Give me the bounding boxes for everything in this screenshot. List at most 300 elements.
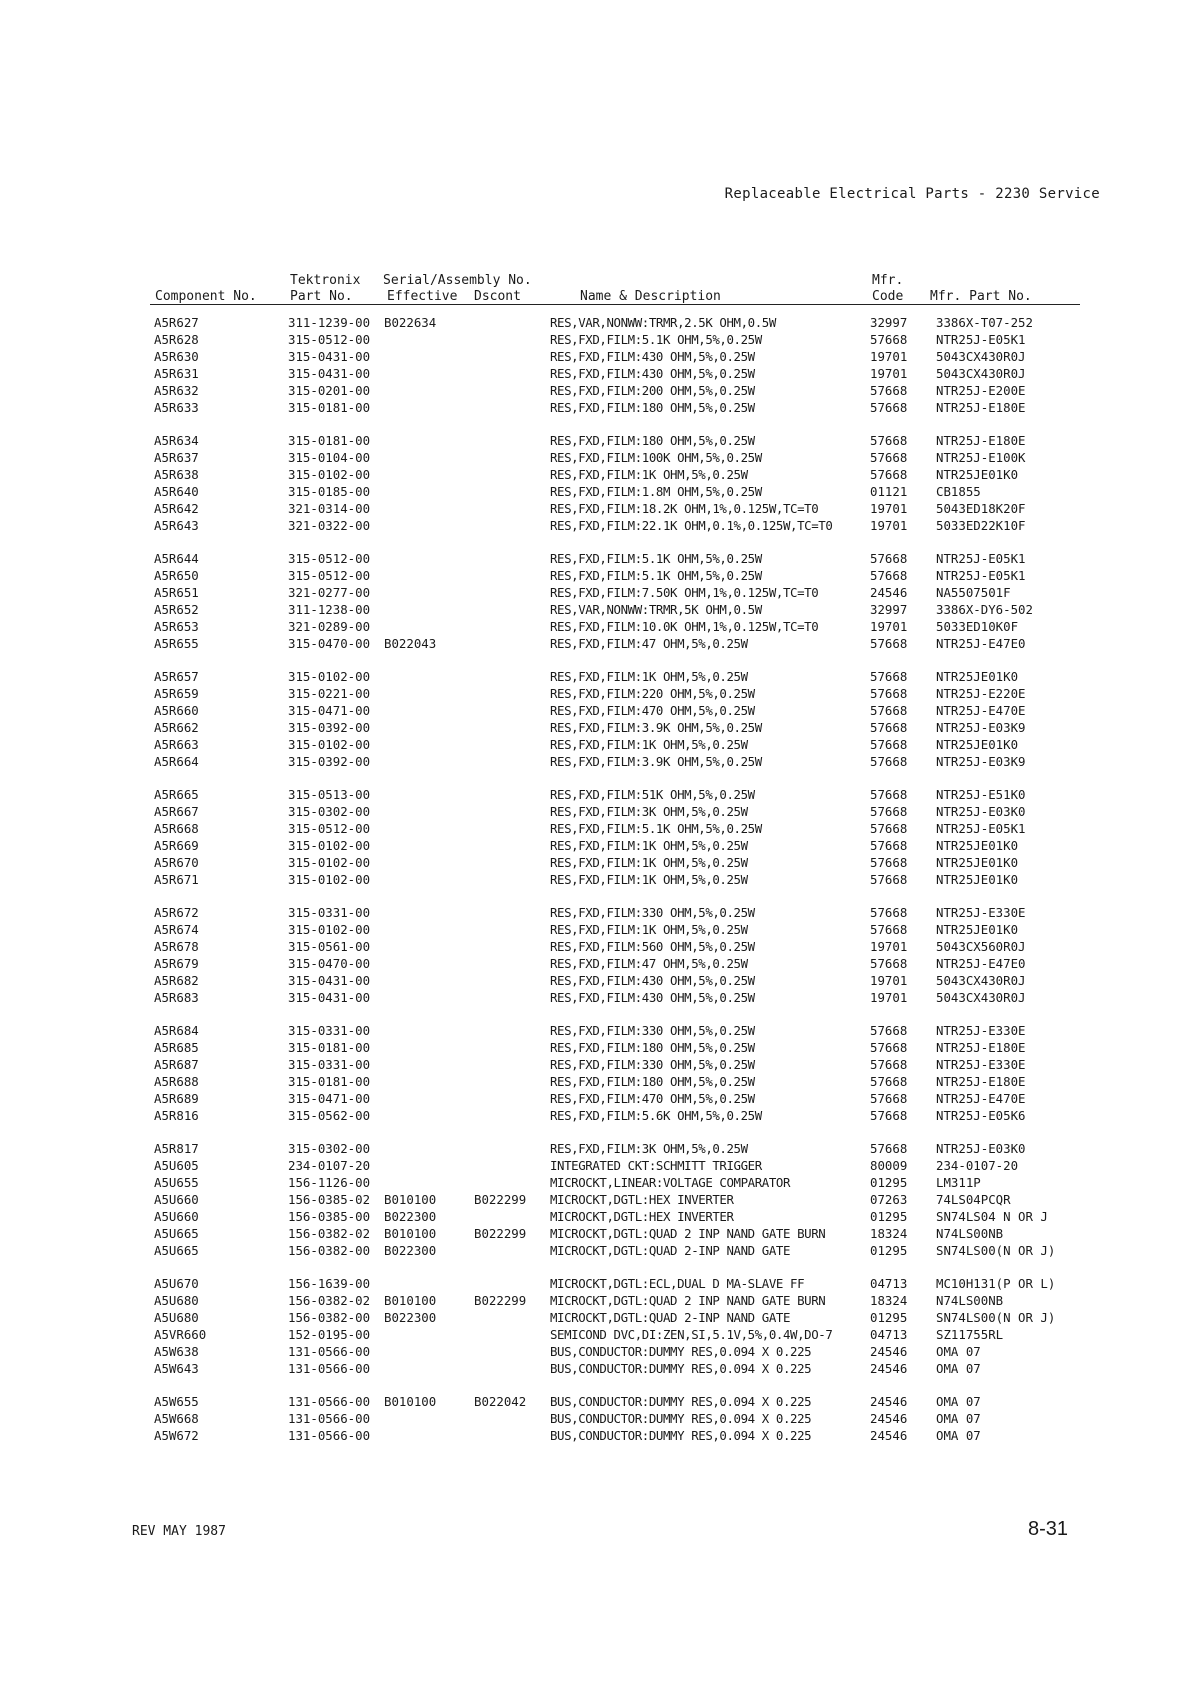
cell-mfr-code: 19701 [870, 501, 908, 516]
table-row [140, 1343, 1100, 1360]
cell-part-number: 315-0102-00 [288, 922, 371, 937]
cell-mfr-part-number: MC10H131(P OR L) [936, 1276, 1056, 1291]
cell-mfr-part-number: NTR25J-E180E [936, 1040, 1026, 1055]
cell-mfr-code: 01295 [870, 1209, 908, 1224]
table-row [140, 1090, 1100, 1107]
cell-mfr-code: 24546 [870, 1411, 908, 1426]
cell-mfr-code: 57668 [870, 433, 908, 448]
cell-component: A5R628 [154, 332, 199, 347]
cell-description: RES,FXD,FILM:10.0K OHM,1%,0.125W,TC=T0 [550, 619, 819, 634]
cell-component: A5U665 [154, 1243, 199, 1258]
cell-mfr-code: 57668 [870, 568, 908, 583]
cell-part-number: 156-0382-00 [288, 1310, 371, 1325]
table-row [140, 685, 1100, 702]
page-number: 8-31 [1028, 1518, 1069, 1540]
cell-component: A5R632 [154, 383, 199, 398]
cell-mfr-code: 57668 [870, 383, 908, 398]
cell-part-number: 156-0385-02 [288, 1192, 371, 1207]
table-row [140, 938, 1100, 955]
cell-description: RES,FXD,FILM:100K OHM,5%,0.25W [550, 450, 762, 465]
table-row [140, 719, 1100, 736]
cell-mfr-code: 57668 [870, 467, 908, 482]
cell-part-number: 131-0566-00 [288, 1344, 371, 1359]
cell-component: A5U680 [154, 1293, 199, 1308]
cell-part-number: 315-0185-00 [288, 484, 371, 499]
cell-description: RES,FXD,FILM:180 OHM,5%,0.25W [550, 400, 755, 415]
table-row [140, 1427, 1100, 1444]
cell-mfr-part-number: NTR25JE01K0 [936, 467, 1019, 482]
cell-component: A5U655 [154, 1175, 199, 1190]
cell-description: RES,FXD,FILM:430 OHM,5%,0.25W [550, 973, 755, 988]
cell-mfr-part-number: OMA 07 [936, 1411, 981, 1426]
cell-mfr-part-number: SN74LS04 N OR J [936, 1209, 1048, 1224]
cell-mfr-part-number: 5043ED18K20F [936, 501, 1026, 516]
revision-date: REV MAY 1987 [132, 1524, 226, 1539]
table-row [140, 736, 1100, 753]
cell-mfr-code: 19701 [870, 349, 908, 364]
table-row [140, 483, 1100, 500]
cell-description: SEMICOND DVC,DI:ZEN,SI,5.1V,5%,0.4W,DO-7 [550, 1327, 833, 1342]
table-row [140, 753, 1100, 770]
cell-mfr-code: 57668 [870, 1023, 908, 1038]
cell-mfr-part-number: 5043CX430R0J [936, 349, 1026, 364]
cell-description: MICROCKT,DGTL:ECL,DUAL D MA-SLAVE FF [550, 1276, 805, 1291]
cell-part-number: 315-0512-00 [288, 551, 371, 566]
cell-component: A5R669 [154, 838, 199, 853]
cell-part-number: 315-0471-00 [288, 703, 371, 718]
header-rule [150, 304, 1080, 305]
cell-mfr-code: 01295 [870, 1243, 908, 1258]
cell-part-number: 131-0566-00 [288, 1428, 371, 1443]
table-row [140, 500, 1100, 517]
cell-part-number: 321-0322-00 [288, 518, 371, 533]
cell-component: A5R653 [154, 619, 199, 634]
cell-description: RES,FXD,FILM:22.1K OHM,0.1%,0.125W,TC=T0 [550, 518, 833, 533]
cell-component: A5R664 [154, 754, 199, 769]
cell-mfr-part-number: OMA 07 [936, 1428, 981, 1443]
col-tektronix: Tektronix [290, 273, 361, 288]
cell-mfr-code: 24546 [870, 1428, 908, 1443]
table-row [140, 314, 1100, 331]
cell-mfr-part-number: 3386X-T07-252 [936, 315, 1033, 330]
cell-mfr-code: 57668 [870, 686, 908, 701]
cell-mfr-code: 57668 [870, 905, 908, 920]
cell-part-number: 315-0102-00 [288, 838, 371, 853]
cell-effective-serial: B010100 [384, 1226, 437, 1241]
cell-part-number: 315-0181-00 [288, 400, 371, 415]
cell-description: RES,FXD,FILM:5.6K OHM,5%,0.25W [550, 1108, 762, 1123]
cell-mfr-part-number: NTR25J-E03K9 [936, 720, 1026, 735]
cell-part-number: 152-0195-00 [288, 1327, 371, 1342]
cell-mfr-code: 57668 [870, 332, 908, 347]
parts-group [140, 1275, 1100, 1377]
cell-dscont-serial: B022042 [474, 1394, 527, 1409]
cell-part-number: 315-0431-00 [288, 990, 371, 1005]
cell-part-number: 156-1126-00 [288, 1175, 371, 1190]
cell-description: RES,FXD,FILM:1K OHM,5%,0.25W [550, 737, 748, 752]
cell-description: RES,FXD,FILM:3K OHM,5%,0.25W [550, 1141, 748, 1156]
cell-description: BUS,CONDUCTOR:DUMMY RES,0.094 X 0.225 [550, 1361, 812, 1376]
cell-component: A5R642 [154, 501, 199, 516]
cell-description: RES,VAR,NONWW:TRMR,2.5K OHM,0.5W [550, 315, 776, 330]
cell-mfr-part-number: NTR25J-E330E [936, 905, 1026, 920]
cell-mfr-part-number: 5043CX430R0J [936, 973, 1026, 988]
cell-component: A5R657 [154, 669, 199, 684]
cell-mfr-code: 57668 [870, 821, 908, 836]
col-code: Code [872, 289, 904, 304]
cell-dscont-serial: B022299 [474, 1226, 527, 1241]
cell-part-number: 321-0277-00 [288, 585, 371, 600]
cell-description: MICROCKT,DGTL:QUAD 2 INP NAND GATE BURN [550, 1226, 826, 1241]
table-row [140, 1242, 1100, 1259]
cell-mfr-part-number: NTR25J-E03K0 [936, 1141, 1026, 1156]
cell-dscont-serial: B022299 [474, 1192, 527, 1207]
cell-part-number: 315-0431-00 [288, 349, 371, 364]
cell-description: RES,FXD,FILM:430 OHM,5%,0.25W [550, 349, 755, 364]
cell-part-number: 315-0331-00 [288, 905, 371, 920]
cell-component: A5R679 [154, 956, 199, 971]
table-row [140, 1140, 1100, 1157]
col-component-no: Component No. [155, 289, 257, 304]
cell-mfr-part-number: LM311P [936, 1175, 981, 1190]
cell-component: A5U680 [154, 1310, 199, 1325]
cell-component: A5R651 [154, 585, 199, 600]
cell-description: RES,FXD,FILM:330 OHM,5%,0.25W [550, 1023, 755, 1038]
cell-part-number: 315-0562-00 [288, 1108, 371, 1123]
cell-mfr-code: 57668 [870, 804, 908, 819]
table-row [140, 1073, 1100, 1090]
table-row [140, 921, 1100, 938]
cell-part-number: 315-0181-00 [288, 1040, 371, 1055]
cell-mfr-part-number: CB1855 [936, 484, 981, 499]
cell-part-number: 311-1239-00 [288, 315, 371, 330]
table-row [140, 904, 1100, 921]
cell-component: A5R672 [154, 905, 199, 920]
table-row [140, 1292, 1100, 1309]
table-row [140, 517, 1100, 534]
cell-description: BUS,CONDUCTOR:DUMMY RES,0.094 X 0.225 [550, 1394, 812, 1409]
cell-description: MICROCKT,DGTL:QUAD 2-INP NAND GATE [550, 1243, 791, 1258]
cell-description: RES,FXD,FILM:470 OHM,5%,0.25W [550, 1091, 755, 1106]
cell-mfr-part-number: 5043CX560R0J [936, 939, 1026, 954]
cell-mfr-code: 04713 [870, 1276, 908, 1291]
table-row [140, 399, 1100, 416]
cell-description: RES,FXD,FILM:5.1K OHM,5%,0.25W [550, 332, 762, 347]
cell-part-number: 315-0392-00 [288, 720, 371, 735]
cell-mfr-part-number: OMA 07 [936, 1361, 981, 1376]
cell-mfr-part-number: NA5507501F [936, 585, 1011, 600]
cell-mfr-code: 57668 [870, 838, 908, 853]
cell-description: RES,FXD,FILM:47 OHM,5%,0.25W [550, 636, 748, 651]
cell-description: MICROCKT,DGTL:QUAD 2-INP NAND GATE [550, 1310, 791, 1325]
cell-mfr-part-number: OMA 07 [936, 1394, 981, 1409]
cell-mfr-code: 57668 [870, 720, 908, 735]
cell-part-number: 315-0331-00 [288, 1057, 371, 1072]
cell-mfr-part-number: NTR25J-E47E0 [936, 956, 1026, 971]
cell-mfr-part-number: N74LS00NB [936, 1226, 1004, 1241]
cell-description: MICROCKT,DGTL:QUAD 2 INP NAND GATE BURN [550, 1293, 826, 1308]
cell-effective-serial: B022300 [384, 1310, 437, 1325]
cell-description: RES,FXD,FILM:1.8M OHM,5%,0.25W [550, 484, 762, 499]
cell-part-number: 156-0382-00 [288, 1243, 371, 1258]
cell-description: RES,FXD,FILM:1K OHM,5%,0.25W [550, 855, 748, 870]
cell-mfr-part-number: 74LS04PCQR [936, 1192, 1011, 1207]
cell-description: RES,FXD,FILM:330 OHM,5%,0.25W [550, 1057, 755, 1072]
table-row [140, 382, 1100, 399]
cell-component: A5U660 [154, 1192, 199, 1207]
cell-part-number: 156-1639-00 [288, 1276, 371, 1291]
cell-component: A5R650 [154, 568, 199, 583]
cell-description: RES,FXD,FILM:47 OHM,5%,0.25W [550, 956, 748, 971]
cell-component: A5R670 [154, 855, 199, 870]
cell-component: A5R662 [154, 720, 199, 735]
cell-component: A5W668 [154, 1411, 199, 1426]
cell-mfr-code: 19701 [870, 366, 908, 381]
col-mfr: Mfr. [872, 273, 904, 288]
cell-part-number: 315-0561-00 [288, 939, 371, 954]
cell-mfr-part-number: NTR25J-E180E [936, 1074, 1026, 1089]
cell-mfr-code: 24546 [870, 1361, 908, 1376]
cell-part-number: 315-0431-00 [288, 366, 371, 381]
cell-mfr-part-number: NTR25J-E330E [936, 1023, 1026, 1038]
cell-mfr-code: 18324 [870, 1226, 908, 1241]
cell-part-number: 315-0102-00 [288, 669, 371, 684]
cell-mfr-part-number: NTR25J-E47E0 [936, 636, 1026, 651]
cell-description: RES,FXD,FILM:470 OHM,5%,0.25W [550, 703, 755, 718]
col-name-description: Name & Description [580, 289, 721, 304]
cell-mfr-part-number: NTR25J-E05K1 [936, 551, 1026, 566]
table-row [140, 1309, 1100, 1326]
cell-description: RES,FXD,FILM:1K OHM,5%,0.25W [550, 872, 748, 887]
cell-mfr-code: 57668 [870, 703, 908, 718]
cell-mfr-part-number: NTR25J-E180E [936, 400, 1026, 415]
cell-component: A5R637 [154, 450, 199, 465]
cell-effective-serial: B010100 [384, 1394, 437, 1409]
cell-description: RES,FXD,FILM:1K OHM,5%,0.25W [550, 467, 748, 482]
cell-effective-serial: B022300 [384, 1209, 437, 1224]
cell-component: A5VR660 [154, 1327, 207, 1342]
cell-effective-serial: B010100 [384, 1293, 437, 1308]
table-row [140, 1157, 1100, 1174]
cell-effective-serial: B022634 [384, 315, 437, 330]
parts-group [140, 1022, 1100, 1124]
table-row [140, 635, 1100, 652]
parts-group [140, 786, 1100, 888]
cell-mfr-code: 24546 [870, 1394, 908, 1409]
cell-description: BUS,CONDUCTOR:DUMMY RES,0.094 X 0.225 [550, 1344, 812, 1359]
table-row [140, 668, 1100, 685]
cell-mfr-code: 57668 [870, 754, 908, 769]
table-row [140, 331, 1100, 348]
cell-mfr-part-number: NTR25J-E180E [936, 433, 1026, 448]
cell-description: RES,FXD,FILM:7.50K OHM,1%,0.125W,TC=T0 [550, 585, 819, 600]
cell-mfr-code: 57668 [870, 450, 908, 465]
cell-mfr-code: 57668 [870, 872, 908, 887]
cell-description: RES,FXD,FILM:430 OHM,5%,0.25W [550, 990, 755, 1005]
table-row [140, 601, 1100, 618]
cell-part-number: 315-0104-00 [288, 450, 371, 465]
cell-mfr-code: 32997 [870, 315, 908, 330]
cell-part-number: 315-0221-00 [288, 686, 371, 701]
cell-mfr-code: 18324 [870, 1293, 908, 1308]
cell-component: A5R689 [154, 1091, 199, 1106]
table-row [140, 584, 1100, 601]
cell-mfr-code: 57668 [870, 1057, 908, 1072]
table-row [140, 348, 1100, 365]
cell-component: A5R627 [154, 315, 199, 330]
table-row [140, 1208, 1100, 1225]
table-row [140, 466, 1100, 483]
cell-component: A5R678 [154, 939, 199, 954]
cell-component: A5R665 [154, 787, 199, 802]
parts-group [140, 904, 1100, 1006]
cell-part-number: 315-0102-00 [288, 467, 371, 482]
cell-mfr-part-number: NTR25J-E470E [936, 1091, 1026, 1106]
table-row [140, 955, 1100, 972]
cell-description: MICROCKT,DGTL:HEX INVERTER [550, 1192, 734, 1207]
cell-mfr-part-number: 5043CX430R0J [936, 990, 1026, 1005]
cell-mfr-code: 57668 [870, 669, 908, 684]
cell-component: A5R667 [154, 804, 199, 819]
cell-component: A5U605 [154, 1158, 199, 1173]
parts-table [140, 314, 1100, 1460]
cell-description: RES,FXD,FILM:330 OHM,5%,0.25W [550, 905, 755, 920]
cell-dscont-serial: B022299 [474, 1293, 527, 1308]
cell-mfr-part-number: NTR25JE01K0 [936, 872, 1019, 887]
cell-part-number: 315-0431-00 [288, 973, 371, 988]
cell-mfr-code: 57668 [870, 551, 908, 566]
cell-part-number: 315-0470-00 [288, 636, 371, 651]
table-row [140, 820, 1100, 837]
col-mfr-part-no: Mfr. Part No. [930, 289, 1032, 304]
cell-mfr-part-number: NTR25JE01K0 [936, 669, 1019, 684]
cell-mfr-code: 57668 [870, 1040, 908, 1055]
cell-mfr-code: 19701 [870, 518, 908, 533]
cell-description: INTEGRATED CKT:SCHMITT TRIGGER [550, 1158, 762, 1173]
table-row [140, 972, 1100, 989]
cell-description: RES,FXD,FILM:200 OHM,5%,0.25W [550, 383, 755, 398]
cell-mfr-part-number: SN74LS00(N OR J) [936, 1243, 1056, 1258]
cell-component: A5R660 [154, 703, 199, 718]
cell-mfr-part-number: NTR25J-E100K [936, 450, 1026, 465]
cell-part-number: 321-0314-00 [288, 501, 371, 516]
cell-component: A5R652 [154, 602, 199, 617]
cell-mfr-part-number: 5033ED10K0F [936, 619, 1019, 634]
cell-effective-serial: B010100 [384, 1192, 437, 1207]
cell-mfr-code: 57668 [870, 787, 908, 802]
table-row [140, 786, 1100, 803]
page-header-title: Replaceable Electrical Parts - 2230 Service [724, 186, 1100, 202]
cell-mfr-code: 04713 [870, 1327, 908, 1342]
cell-part-number: 315-0392-00 [288, 754, 371, 769]
cell-part-number: 131-0566-00 [288, 1394, 371, 1409]
cell-mfr-part-number: NTR25J-E330E [936, 1057, 1026, 1072]
cell-mfr-code: 57668 [870, 636, 908, 651]
cell-description: RES,FXD,FILM:3.9K OHM,5%,0.25W [550, 754, 762, 769]
cell-part-number: 315-0102-00 [288, 737, 371, 752]
cell-effective-serial: B022300 [384, 1243, 437, 1258]
cell-component: A5W655 [154, 1394, 199, 1409]
table-row [140, 837, 1100, 854]
cell-description: RES,FXD,FILM:5.1K OHM,5%,0.25W [550, 568, 762, 583]
cell-description: RES,FXD,FILM:180 OHM,5%,0.25W [550, 433, 755, 448]
cell-part-number: 156-0385-00 [288, 1209, 371, 1224]
table-row [140, 1410, 1100, 1427]
cell-description: RES,FXD,FILM:1K OHM,5%,0.25W [550, 922, 748, 937]
cell-mfr-part-number: NTR25J-E05K1 [936, 332, 1026, 347]
cell-mfr-part-number: NTR25J-E03K9 [936, 754, 1026, 769]
table-row [140, 1107, 1100, 1124]
cell-component: A5R655 [154, 636, 199, 651]
cell-mfr-part-number: OMA 07 [936, 1344, 981, 1359]
cell-mfr-code: 19701 [870, 619, 908, 634]
cell-component: A5R688 [154, 1074, 199, 1089]
cell-component: A5U670 [154, 1276, 199, 1291]
cell-component: A5U660 [154, 1209, 199, 1224]
cell-mfr-code: 07263 [870, 1192, 908, 1207]
cell-component: A5R687 [154, 1057, 199, 1072]
cell-component: A5R633 [154, 400, 199, 415]
cell-component: A5R668 [154, 821, 199, 836]
cell-part-number: 315-0513-00 [288, 787, 371, 802]
cell-part-number: 315-0102-00 [288, 872, 371, 887]
cell-part-number: 315-0512-00 [288, 332, 371, 347]
cell-component: A5W643 [154, 1361, 199, 1376]
cell-component: A5R817 [154, 1141, 199, 1156]
table-row [140, 854, 1100, 871]
cell-part-number: 156-0382-02 [288, 1293, 371, 1308]
cell-description: RES,FXD,FILM:560 OHM,5%,0.25W [550, 939, 755, 954]
cell-mfr-part-number: NTR25JE01K0 [936, 838, 1019, 853]
cell-component: A5R663 [154, 737, 199, 752]
cell-effective-serial: B022043 [384, 636, 437, 651]
table-row [140, 1022, 1100, 1039]
table-row [140, 702, 1100, 719]
cell-mfr-part-number: NTR25JE01K0 [936, 922, 1019, 937]
cell-part-number: 311-1238-00 [288, 602, 371, 617]
cell-mfr-code: 32997 [870, 602, 908, 617]
cell-mfr-part-number: NTR25J-E51K0 [936, 787, 1026, 802]
cell-mfr-part-number: NTR25J-E05K1 [936, 568, 1026, 583]
cell-mfr-part-number: NTR25JE01K0 [936, 737, 1019, 752]
cell-mfr-code: 57668 [870, 922, 908, 937]
cell-component: A5R683 [154, 990, 199, 1005]
table-row [140, 1174, 1100, 1191]
parts-group [140, 432, 1100, 534]
cell-component: A5R643 [154, 518, 199, 533]
cell-description: RES,FXD,FILM:5.1K OHM,5%,0.25W [550, 821, 762, 836]
cell-description: RES,VAR,NONWW:TRMR,5K OHM,0.5W [550, 602, 762, 617]
col-effective: Effective [387, 289, 458, 304]
cell-component: A5R630 [154, 349, 199, 364]
cell-mfr-part-number: 5033ED22K10F [936, 518, 1026, 533]
cell-mfr-part-number: NTR25J-E05K6 [936, 1108, 1026, 1123]
parts-group [140, 1140, 1100, 1259]
table-row [140, 567, 1100, 584]
cell-component: A5R638 [154, 467, 199, 482]
cell-description: RES,FXD,FILM:3.9K OHM,5%,0.25W [550, 720, 762, 735]
table-row [140, 550, 1100, 567]
cell-mfr-part-number: NTR25J-E470E [936, 703, 1026, 718]
cell-part-number: 315-0181-00 [288, 433, 371, 448]
cell-description: RES,FXD,FILM:1K OHM,5%,0.25W [550, 669, 748, 684]
cell-mfr-code: 01121 [870, 484, 908, 499]
col-dscont: Dscont [474, 289, 521, 304]
cell-component: A5R644 [154, 551, 199, 566]
cell-mfr-part-number: NTR25J-E03K0 [936, 804, 1026, 819]
cell-description: RES,FXD,FILM:51K OHM,5%,0.25W [550, 787, 755, 802]
cell-component: A5R634 [154, 433, 199, 448]
